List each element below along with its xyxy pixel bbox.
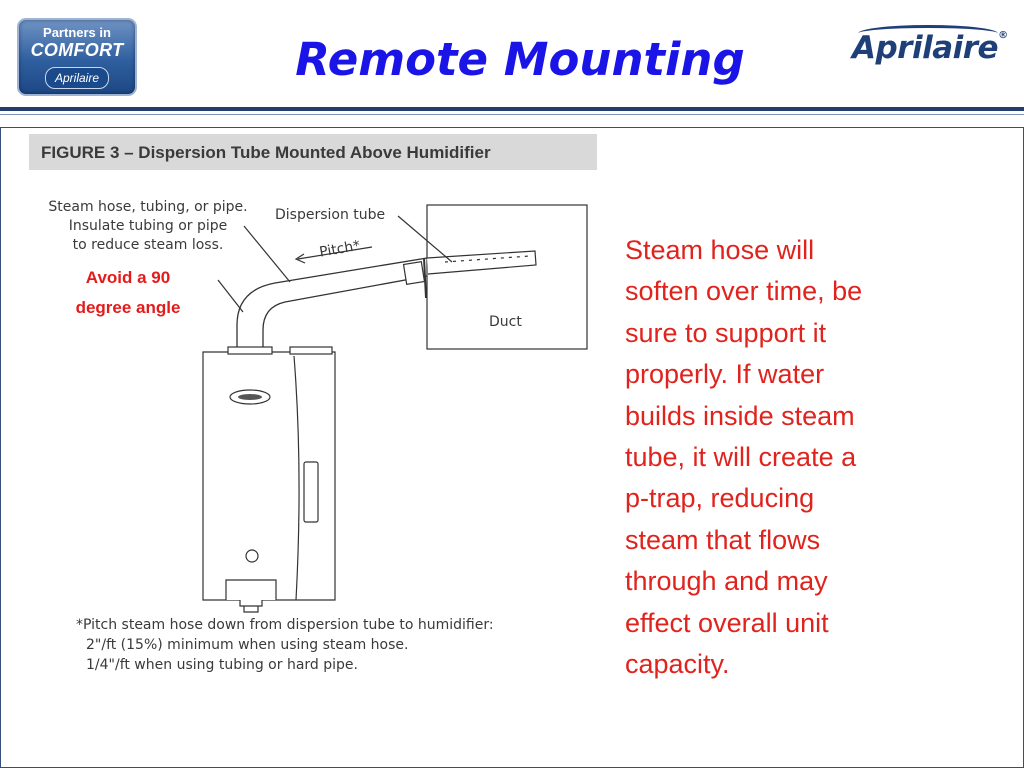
footnote-line: 1/4"/ft when using tubing or hard pipe. <box>86 657 358 673</box>
steam-hose-label-line: to reduce steam loss. <box>72 237 224 253</box>
avoid-angle-note <box>48 263 208 323</box>
brand-name: Aprilaire <box>852 30 999 66</box>
registered-mark: ® <box>998 30 1008 41</box>
steam-hose <box>237 258 427 352</box>
advice-line: soften over time, be <box>625 276 863 307</box>
advice-line: p-trap, reducing <box>625 483 815 514</box>
humidifier-window <box>304 462 318 522</box>
drain-fitting <box>226 580 276 612</box>
hose-clamp <box>404 262 425 285</box>
advice-line: sure to support it <box>625 317 827 348</box>
humidifier-knob <box>246 550 258 562</box>
dispersion-tube-label: Dispersion tube <box>275 207 386 223</box>
badge-line-1: Partners in <box>43 25 111 40</box>
advice-line: tube, it will create a <box>625 442 857 473</box>
pitch-footnote <box>76 615 576 675</box>
duct-label: Duct <box>489 314 522 330</box>
footnote-line: 2"/ft (15%) minimum when using steam hose. <box>86 637 409 653</box>
advice-line: through and may <box>625 566 828 597</box>
figure-caption: FIGURE 3 – Dispersion Tube Mounted Above Humidifier <box>29 134 597 170</box>
avoid-note-line: Avoid a 90 <box>85 268 171 287</box>
advice-line: capacity. <box>625 649 730 680</box>
steam-hose-advice <box>625 230 945 685</box>
steam-hose-label <box>38 198 258 255</box>
advice-line: steam that flows <box>625 524 821 555</box>
leader-hose-2 <box>218 280 243 312</box>
pitch-label: Pitch* <box>318 237 362 261</box>
steam-hose-inner <box>263 276 427 352</box>
advice-line: effect overall unit <box>625 607 829 638</box>
avoid-note-line: degree angle <box>75 298 181 317</box>
advice-line: properly. If water <box>625 359 825 390</box>
badge-line-3: Aprilaire <box>45 67 109 89</box>
duct-flange <box>424 258 426 298</box>
page-title: Remote Mounting <box>295 33 745 86</box>
steam-hose-label-line: Insulate tubing or pipe <box>68 218 228 234</box>
steam-hose-label-line: Steam hose, tubing, or pipe. <box>48 199 248 215</box>
badge-line-2: COMFORT <box>30 40 124 60</box>
footnote-line: *Pitch steam hose down from dispersion tube to humidifier: <box>76 617 494 633</box>
advice-line: Steam hose will <box>625 235 815 265</box>
advice-line: builds inside steam <box>625 400 855 431</box>
